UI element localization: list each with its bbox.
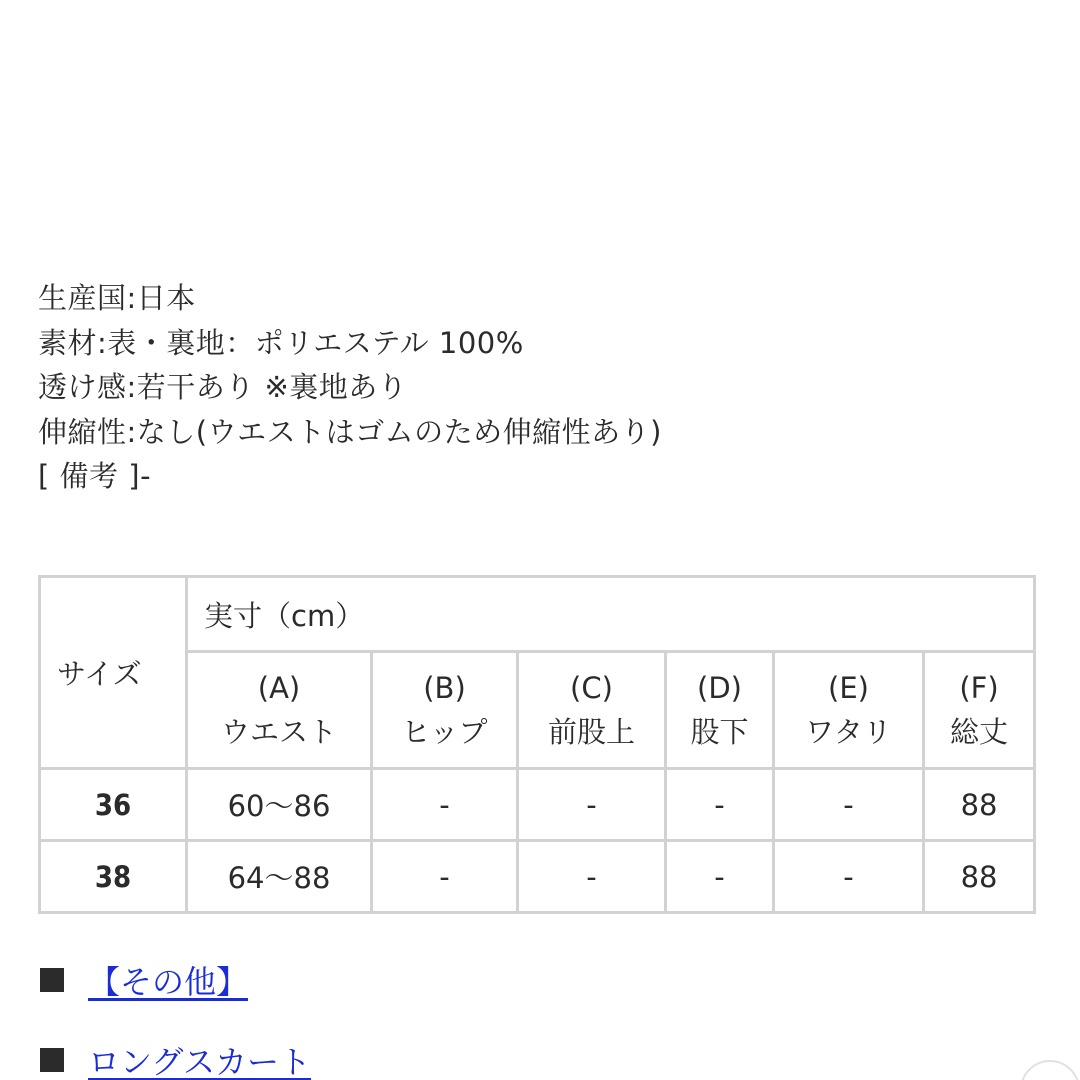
table-cell: - [666, 841, 774, 913]
column-header-inseam [666, 652, 774, 769]
table-row [40, 841, 1035, 913]
remarks-text: [ 備考 ]- [38, 459, 152, 493]
table-row [40, 769, 1035, 841]
column-name: ヒップ [401, 715, 488, 749]
size-label: 36 [40, 769, 187, 841]
product-info [38, 276, 662, 499]
column-code: (C) [570, 671, 613, 705]
table-cell: - [518, 769, 666, 841]
column-header-waist [187, 652, 372, 769]
measurement-header: 実寸（cm） [187, 577, 1035, 652]
table-cell: - [372, 841, 518, 913]
size-header: サイズ [40, 577, 187, 769]
scroll-top-icon[interactable] [1020, 1060, 1080, 1080]
column-code: (E) [828, 671, 869, 705]
column-code: (B) [423, 671, 466, 705]
size-label: 38 [40, 841, 187, 913]
table-cell: - [518, 841, 666, 913]
table-cell: 88 [924, 841, 1035, 913]
table-cell: 88 [924, 769, 1035, 841]
sheerness-text: 透け感:若干あり ※裏地あり [38, 370, 408, 404]
stretch-text: 伸縮性:なし(ウエストはゴムのため伸縮性あり) [38, 414, 662, 449]
related-links [40, 955, 311, 1080]
column-name: 股下 [690, 715, 749, 749]
faded-text-area [0, 0, 1080, 270]
column-name: 前股上 [547, 715, 635, 749]
column-code: (F) [959, 671, 999, 705]
table-cell: - [372, 769, 518, 841]
column-code: (D) [697, 671, 742, 705]
table-cell: - [774, 841, 924, 913]
origin-text: 生産国:日本 [38, 281, 196, 315]
link-row-other [40, 955, 311, 1005]
size-table [38, 575, 1036, 914]
column-name: ウエスト [220, 715, 337, 749]
square-bullet-icon [40, 1048, 64, 1072]
material-text: 素材:表・裏地：ポリエステル 100% [38, 325, 524, 360]
column-header-front-rise [518, 652, 666, 769]
table-cell: 60〜86 [187, 769, 372, 841]
table-cell: - [666, 769, 774, 841]
square-bullet-icon [40, 968, 64, 992]
column-header-total-length [924, 652, 1035, 769]
column-name: 総丈 [950, 715, 1009, 749]
column-code: (A) [257, 671, 301, 705]
column-header-hip [372, 652, 518, 769]
column-header-thigh [774, 652, 924, 769]
table-cell: - [774, 769, 924, 841]
other-link[interactable]: 【その他】 [88, 963, 249, 1001]
long-skirt-link[interactable]: ロングスカート [88, 1043, 312, 1080]
table-cell: 64〜88 [187, 841, 372, 913]
link-row-long-skirt [40, 1035, 311, 1080]
column-name: ワタリ [805, 715, 892, 749]
